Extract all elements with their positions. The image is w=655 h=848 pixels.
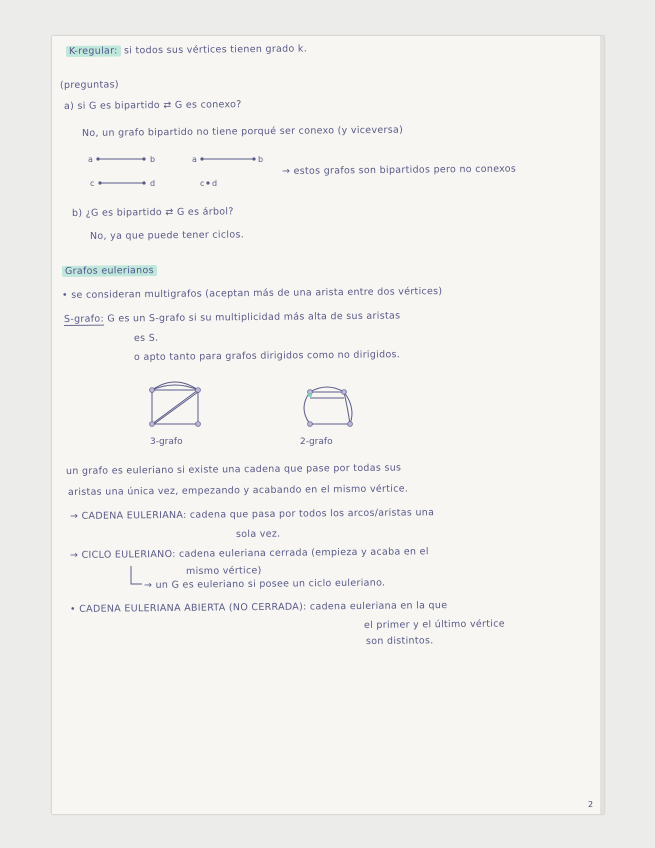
- vertex-label-a2: a: [192, 155, 197, 164]
- open-eulerian-chain-def: • CADENA EULERIANA ABIERTA (NO CERRADA): cadena euleriana en la que: [69, 600, 448, 615]
- question-a: a) si G es bipartido ⇄ G es conexo?: [63, 99, 242, 112]
- page-edge: [600, 36, 604, 814]
- disconnected-graphs-diagram: [86, 148, 286, 193]
- section-heading-eulerian: [62, 265, 157, 277]
- open-eulerian-chain-def-3: son distintos.: [365, 635, 434, 647]
- three-graph-drawing: [152, 382, 198, 424]
- eulerian-definition-1: un grafo es euleriano si existe una cadena que pase por todas sus: [65, 462, 402, 477]
- vertex-label-d1: d: [150, 179, 156, 188]
- open-eulerian-chain-def-2: el primer y el último vértice: [363, 618, 505, 631]
- vertex-label-a1: a: [88, 155, 93, 164]
- eulerian-chain-def: → CADENA EULERIANA: cadena que pasa por todos los arcos/aristas una: [69, 507, 435, 522]
- questions-heading: (preguntas): [59, 79, 119, 91]
- arrow-connector: [128, 566, 144, 590]
- eulerian-cycle-def: → CICLO EULERIANO: cadena euleriana cerrada (empieza y acaba en el: [69, 546, 429, 561]
- multigraph-drawings: [140, 380, 370, 465]
- diagram-note: → estos grafos son bipartidos pero no conexos: [281, 163, 517, 177]
- two-graph-label: 2-grafo: [300, 437, 333, 447]
- question-b: b) ¿G es bipartido ⇄ G es árbol?: [71, 206, 234, 219]
- answer-b: No, ya que puede tener ciclos.: [89, 229, 245, 242]
- s-graph-continued: es S.: [133, 332, 159, 344]
- answer-a: No, un grafo bipartido no tiene porqué ser conexo (y viceversa): [81, 124, 404, 139]
- k-regular-definition: si todos sus vértices tienen grado k.: [123, 43, 308, 57]
- vertex-label-c2: c: [200, 179, 205, 188]
- s-graph-term: S-grafo:: [63, 313, 105, 325]
- three-graph-label: 3-grafo: [150, 437, 183, 447]
- k-regular-term: K-regular:: [66, 45, 121, 57]
- eulerian-graph-def: → un G es euleriano si posee un ciclo euleriano.: [143, 577, 386, 591]
- eulerian-chain-def-cont: sola vez.: [235, 528, 281, 540]
- vertex-label-b2: b: [258, 155, 264, 164]
- vertex-label-b1: b: [150, 155, 156, 164]
- s-graph-definition: G es un S-grafo si su multiplicidad más alta de sus aristas: [107, 310, 401, 325]
- eulerian-definition-2: aristas una única vez, empezando y acabando en el mismo vértice.: [67, 483, 409, 498]
- section-heading-text: Grafos eulerianos: [62, 265, 157, 277]
- s-graph-applicability: o apto tanto para grafos dirigidos como no dirigidos.: [133, 349, 401, 363]
- eulerian-cycle-def-cont: mismo vértice): [185, 565, 262, 577]
- multigraph-bullet: • se consideran multigrafos (aceptan más de una arista entre dos vértices): [61, 286, 443, 301]
- page-number: 2: [588, 800, 594, 809]
- vertex-label-d2: d: [212, 179, 218, 188]
- vertex-label-c1: c: [90, 179, 95, 188]
